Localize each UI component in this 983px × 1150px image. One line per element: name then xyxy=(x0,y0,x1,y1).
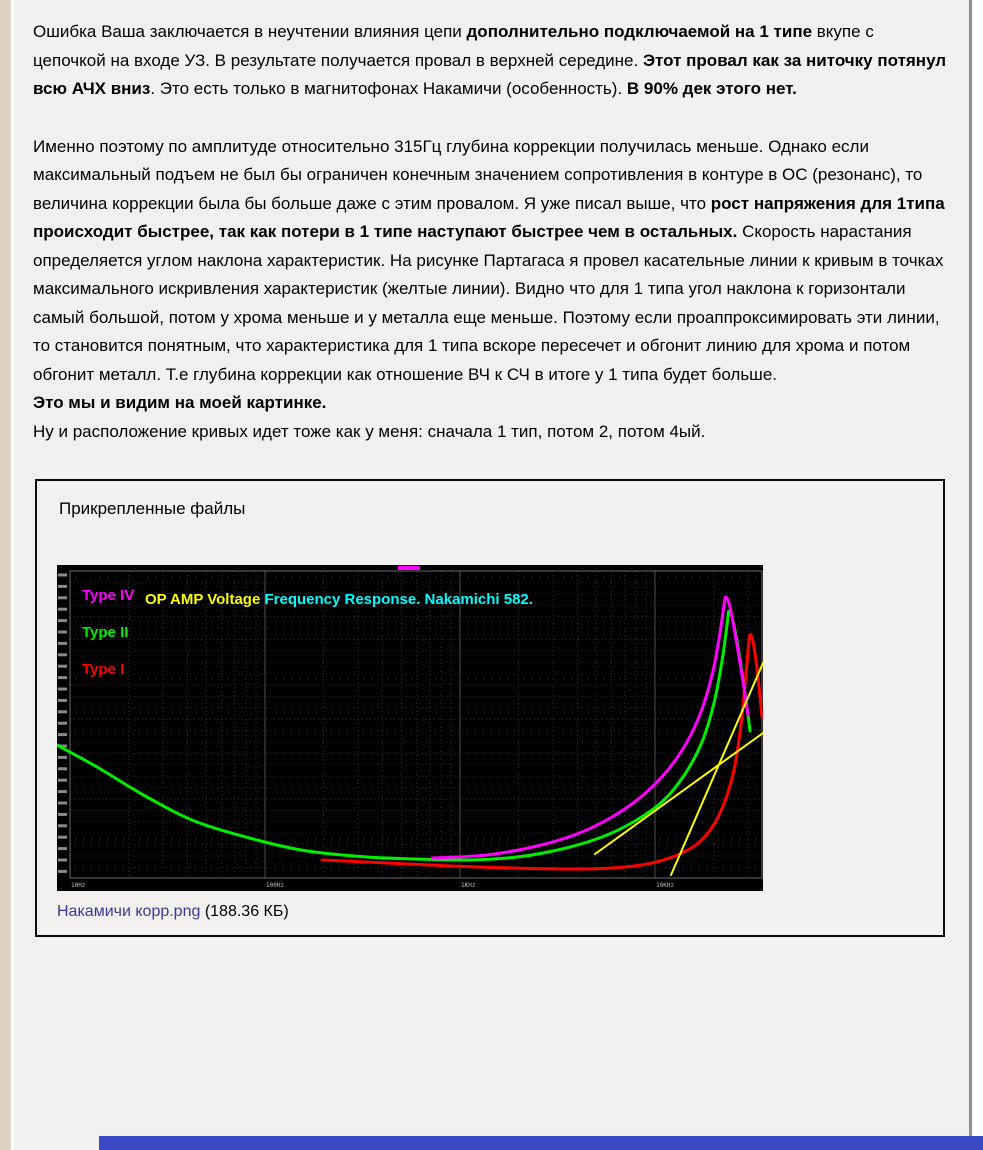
y-tick-label xyxy=(58,631,67,634)
attached-chart-image xyxy=(57,565,763,891)
page-left-gap xyxy=(11,0,14,1150)
forum-post xyxy=(33,18,950,937)
y-tick-label xyxy=(58,859,67,862)
y-tick-label xyxy=(58,699,67,702)
y-tick-label xyxy=(58,847,67,850)
y-tick-label xyxy=(58,790,67,793)
y-tick-label xyxy=(58,676,67,679)
post-paragraph-1: Ошибка Ваша заключается в неучтении влияния цепи дополнительно подключаемой на 1 типе вкупе с цепочкой на входе УЗ. В результате получается провал в верхней середине. Этот провал как за ниточку потянул всю АЧХ вниз. Это есть только в магнитофонах Накамичи (особенность). В 90% дек этого нет. xyxy=(33,22,947,98)
attachments-title: Прикрепленные файлы xyxy=(59,499,246,518)
post-paragraph-2: Именно поэтому по амплитуде относительно 315Гц глубина коррекции получилась меньше. Однако если максимальный подъем не был бы ограничен конечным значением сопротивления в контуре в ОС (резонанс), то величина коррекции была бы больше даже с этим провалом. Я уже писал выше, что рост напряжения для 1типа происходит быстрее, так как потери в 1 типе наступают быстрее чем в остальных. Скорость нарастания определяется углом наклона характеристик. На рисунке Партагаса я провел касательные линии к кривым в точках максимального искривления характеристик (желтые линии). Видно что для 1 типа угол наклона к горизонтали самый большой, потом у хрома меньше и у металла еще меньше. Поэтому если проаппроксимировать эти линии, то становится понятным, что характеристика для 1 типа вскоре пересечет и обгонит линию для хрома и потом обгонит металл. Т.е глубина коррекции как отношение ВЧ к СЧ в итоге у 1 типа будет больше. xyxy=(33,136,945,384)
x-tick-label: 10Hz xyxy=(71,882,86,889)
legend-type-ii: Type II xyxy=(82,624,129,641)
y-tick-label xyxy=(58,767,67,770)
y-tick-label xyxy=(58,608,67,611)
attachment-file-row xyxy=(57,903,923,921)
legend-type-iv: Type IV xyxy=(82,587,135,604)
y-tick-label xyxy=(58,688,67,691)
y-tick-label xyxy=(58,619,67,622)
y-tick-label xyxy=(58,813,67,816)
y-tick-label xyxy=(58,585,67,588)
post-last-line: Ну и расположение кривых идет тоже как у меня: сначала 1 тип, потом 2, потом 4ый. xyxy=(33,421,706,441)
y-tick-label xyxy=(58,596,67,599)
y-tick-label xyxy=(58,756,67,759)
y-tick-label xyxy=(58,779,67,782)
frequency-response-plot xyxy=(57,565,763,891)
x-tick-label: 100Hz xyxy=(266,882,285,889)
y-tick-label xyxy=(58,665,67,668)
y-tick-label xyxy=(58,722,67,725)
y-tick-label xyxy=(58,802,67,805)
y-tick-label xyxy=(58,642,67,645)
page-right-margin xyxy=(972,0,983,1150)
bottom-bar xyxy=(99,1136,983,1150)
post-bold-line: Это мы и видим на моей картинке. xyxy=(33,393,327,412)
x-tick-label: 1KHz xyxy=(461,882,476,889)
plot-top-marker xyxy=(398,566,420,570)
page-left-margin-strip xyxy=(0,0,11,1150)
chart-title: OP AMP Voltage Frequency Response. Nakamichi 582. xyxy=(145,591,533,608)
y-tick-label xyxy=(58,574,67,577)
y-tick-label xyxy=(58,836,67,839)
attachment-file-link[interactable]: Накамичи корр.png xyxy=(57,903,201,920)
attachments-panel xyxy=(35,479,945,937)
y-tick-label xyxy=(58,870,67,873)
y-tick-label xyxy=(58,733,67,736)
y-tick-label xyxy=(58,710,67,713)
attachment-file-size: (188.36 КБ) xyxy=(200,903,289,920)
y-tick-label xyxy=(58,824,67,827)
y-tick-label xyxy=(58,653,67,656)
x-tick-label: 10KHz xyxy=(656,882,675,889)
legend-type-i: Type I xyxy=(82,661,125,678)
